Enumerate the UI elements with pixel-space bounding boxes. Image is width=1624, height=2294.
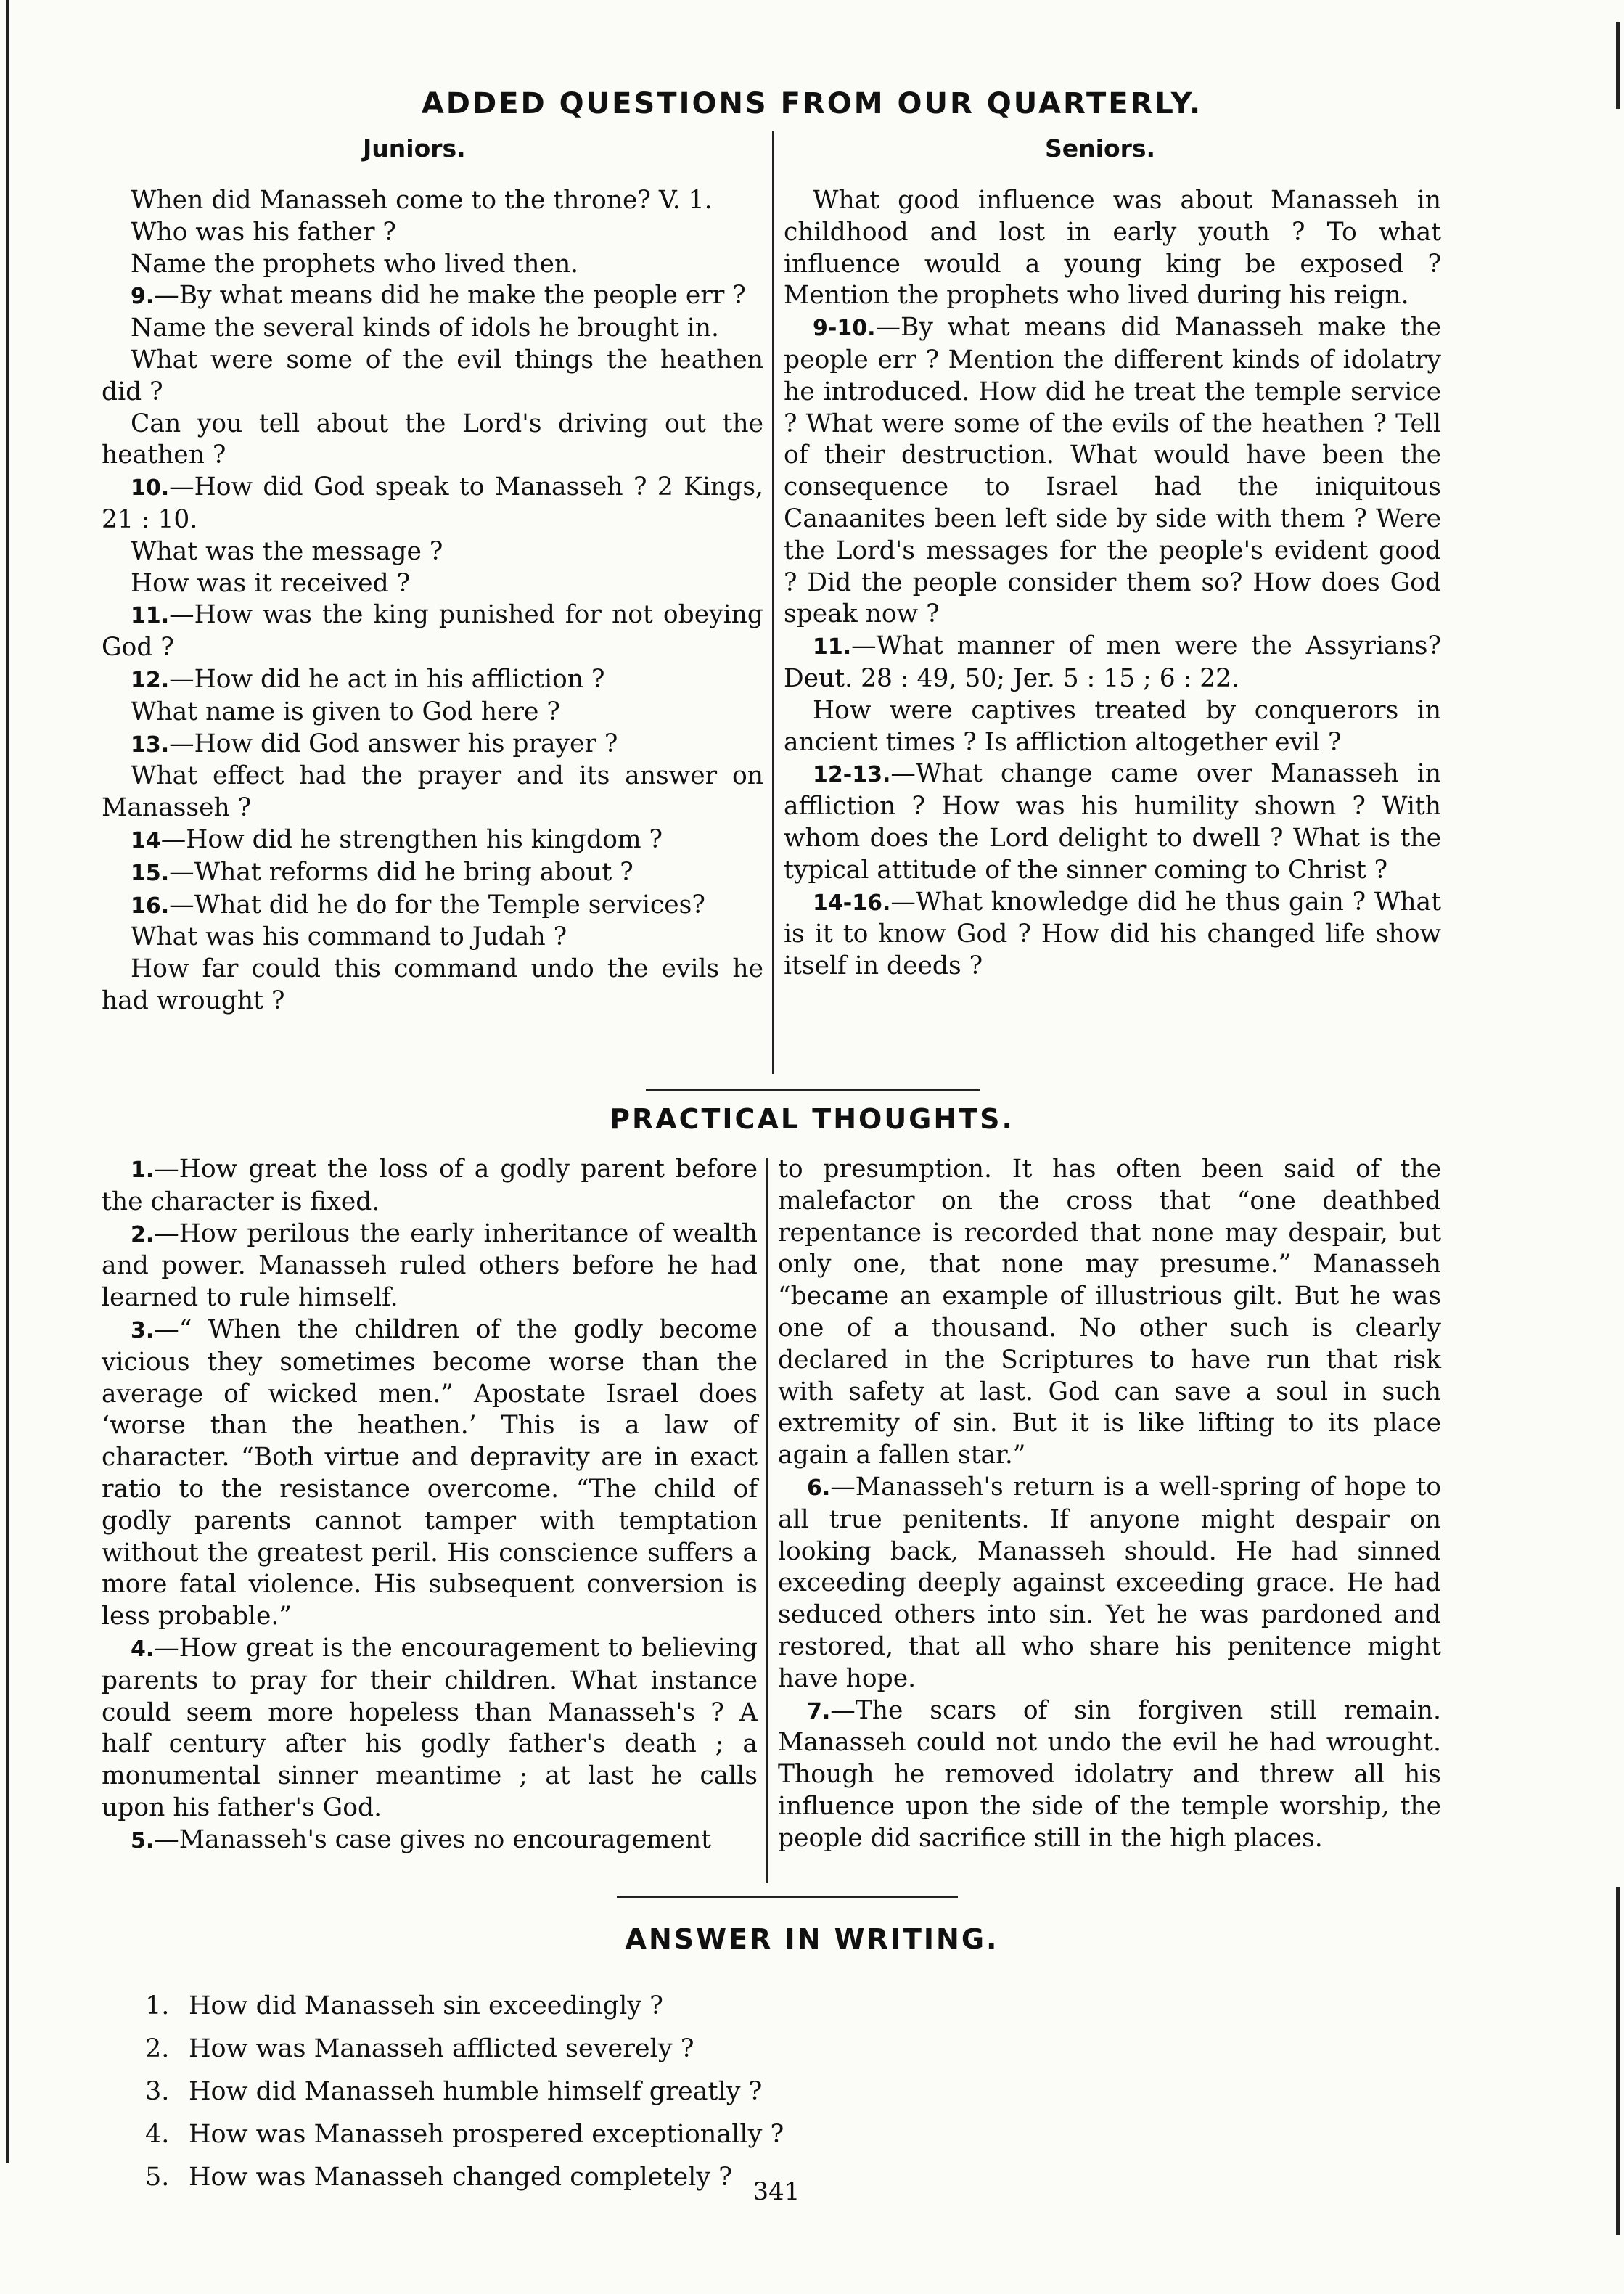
paragraph xyxy=(102,599,763,664)
answer-text: How was Manasseh prospered exceptionally ? xyxy=(189,2120,784,2149)
paragraph-text: —How great is the encouragement to believing parents to pray for their children. What instance could seem more hopeless than Manasseh's ? A half century after his godly father's death ; a monumental sinner meantime ; at last he calls upon his father's God. xyxy=(102,1633,758,1822)
paragraph-text: —How did he strengthen his kingdom ? xyxy=(160,824,663,854)
paragraph-text: —How did God speak to Manasseh ? 2 Kings, 21 : 10. xyxy=(102,472,763,534)
answer-text: How did Manasseh sin exceedingly ? xyxy=(189,1991,663,2020)
paragraph-text: What was his command to Judah ? xyxy=(131,922,567,952)
paragraph xyxy=(778,1695,1441,1855)
paragraph-text: —By what means did he make the people err ? xyxy=(154,281,746,311)
question-number: 11. xyxy=(813,634,852,660)
answer-number: 4. xyxy=(145,2120,170,2149)
answer-number: 5. xyxy=(145,2163,170,2192)
paragraph xyxy=(778,1154,1441,1472)
paragraph xyxy=(784,695,1441,759)
answer-list xyxy=(145,1985,784,2199)
paragraph-text: —What manner of men were the Assyrians? Deut. 28 : 49, 50; Jer. 5 : 15 ; 6 : 22. xyxy=(784,631,1441,693)
paragraph-text: How far could this command undo the evils he had wrought ? xyxy=(102,954,763,1015)
question-number: 16. xyxy=(131,893,170,919)
paragraph-text: What effect had the prayer and its answer on Manasseh ? xyxy=(102,761,763,823)
page-number: 341 xyxy=(752,2177,800,2206)
juniors-label: Juniors. xyxy=(363,134,466,163)
juniors-column xyxy=(102,185,763,1017)
paragraph-text: —By what means did Manasseh make the people err ? Mention the different kinds of idolatry he introduced. How did he treat the temple service ? What were some of the evils of the heathen ? Tell of their destruction. What would have been the consequence to Israel had the iniquitous Canaanites been left side by side with them ? Were the Lord's messages for the people's evident good ? Did the people consider them so? How does God speak now ? xyxy=(784,313,1441,629)
question-number: 12. xyxy=(131,667,170,693)
paragraph-text: —What knowledge did he thus gain ? What is it to know God ? How did his changed life show itself in deeds ? xyxy=(784,887,1441,981)
paragraph xyxy=(102,954,763,1017)
paragraph-text: Name the prophets who lived then. xyxy=(131,249,579,279)
paragraph-text: —How great the loss of a godly parent before the character is fixed. xyxy=(102,1155,758,1216)
paragraph xyxy=(102,890,763,922)
paragraph xyxy=(102,313,763,345)
practical-left-column xyxy=(102,1154,758,1857)
paragraph xyxy=(102,568,763,600)
paragraph xyxy=(102,280,763,313)
answer-item xyxy=(145,2156,784,2199)
answer-text: How was Manasseh afflicted severely ? xyxy=(189,2034,694,2063)
paragraph-text: —What did he do for the Temple services? xyxy=(169,890,705,919)
paragraph xyxy=(784,631,1441,695)
paragraph xyxy=(784,758,1441,886)
paragraph xyxy=(102,345,763,409)
answer-item xyxy=(145,1985,784,2028)
answer-text: How did Manasseh humble himself greatly ? xyxy=(189,2077,763,2106)
answer-number: 3. xyxy=(145,2077,170,2106)
section-title-practical-thoughts: PRACTICAL THOUGHTS. xyxy=(610,1103,1014,1135)
column-divider xyxy=(772,131,774,1074)
paragraph xyxy=(102,664,763,697)
paragraph-text: to presumption. It has often been said of the malefactor on the cross that “one deathbed repentance is recorded that none may despair, but only one, that none may presume.” Manasseh “became an example of illustrious gilt. But he was one of a thousand. No other such is clearly declared in the Scriptures to have run that risk with safety at last. God can save a soul in such extremity of sin. But it is like lifting to its place again a fallen star.” xyxy=(778,1155,1441,1470)
paragraph-text: —How was the king punished for not obeying God ? xyxy=(102,600,763,663)
question-number: 9. xyxy=(131,284,155,310)
paragraph-text: —Manasseh's case gives no encouragement xyxy=(154,1824,712,1854)
answer-number: 2. xyxy=(145,2034,170,2063)
question-number: 7. xyxy=(807,1698,831,1724)
paragraph xyxy=(778,1472,1441,1695)
paragraph xyxy=(102,729,763,761)
paragraph xyxy=(102,1314,758,1633)
paragraph-text: —How did he act in his affliction ? xyxy=(169,664,605,694)
paragraph xyxy=(102,249,763,281)
paragraph xyxy=(102,697,763,729)
paragraph xyxy=(102,922,763,954)
paragraph-text: What good influence was about Manasseh in childhood and lost in early youth ? To what influence would a young king be exposed ? Mention the prophets who lived during his reign. xyxy=(784,186,1441,311)
paragraph-text: How was it received ? xyxy=(131,568,411,598)
paragraph xyxy=(102,536,763,568)
question-number: 11. xyxy=(131,603,170,629)
paragraph-text: What was the message ? xyxy=(131,536,443,566)
question-number: 1. xyxy=(131,1158,155,1183)
answer-item xyxy=(145,2028,784,2070)
paragraph xyxy=(102,824,763,857)
paragraph xyxy=(102,472,763,536)
paragraph xyxy=(784,185,1441,312)
paragraph xyxy=(102,1824,758,1857)
paragraph-text: —What reforms did he bring about ? xyxy=(169,857,633,887)
question-number: 14-16. xyxy=(813,890,891,916)
paragraph xyxy=(102,761,763,824)
paragraph-text: —How perilous the early inheritance of wealth and power. Manasseh ruled others before he had learned to rule himself. xyxy=(102,1218,758,1313)
answer-number: 1. xyxy=(145,1991,170,2020)
question-number: 10. xyxy=(131,475,170,501)
answer-text: How was Manasseh changed completely ? xyxy=(189,2163,733,2192)
paragraph xyxy=(784,887,1441,983)
paragraph xyxy=(102,1154,758,1218)
paragraph-text: How were captives treated by conquerors in ancient times ? Is affliction altogether evil ? xyxy=(784,695,1441,757)
paragraph xyxy=(784,312,1441,631)
question-number: 9-10. xyxy=(813,316,876,342)
divider-rule-2 xyxy=(617,1896,958,1898)
paragraph xyxy=(102,217,763,249)
question-number: 14 xyxy=(131,827,161,853)
question-number: 2. xyxy=(131,1221,155,1248)
question-number: 3. xyxy=(131,1317,155,1343)
answer-item xyxy=(145,2070,784,2113)
paragraph-text: —The scars of sin forgiven still remain. Manasseh could not undo the evil he had wrought. Though he removed idolatry and threw all his influence upon the side of the temple worship, the people did sacrifice still in the high places. xyxy=(778,1695,1441,1853)
paragraph-text: —How did God answer his prayer ? xyxy=(169,729,618,758)
paragraph-text: —Manasseh's return is a well-spring of hope to all true penitents. If anyone might despair on looking back, Manasseh should. He had sinned exceeding deeply against exceeding grace. He had seduced others into sin. Yet he was pardoned and restored, that all who share his penitence might have hope. xyxy=(778,1472,1441,1693)
question-number: 12-13. xyxy=(813,762,891,788)
section-title-added-questions: ADDED QUESTIONS FROM OUR QUARTERLY. xyxy=(421,87,1203,120)
question-number: 5. xyxy=(131,1827,155,1853)
paragraph-text: What were some of the evil things the heathen did ? xyxy=(102,345,763,406)
paragraph-text: Can you tell about the Lord's driving out the heathen ? xyxy=(102,409,763,470)
divider-rule xyxy=(646,1089,980,1091)
column-divider-2 xyxy=(766,1158,768,1883)
seniors-label: Seniors. xyxy=(1045,134,1156,163)
paragraph-text: What name is given to God here ? xyxy=(131,697,560,726)
question-number: 15. xyxy=(131,860,170,886)
paragraph xyxy=(102,1633,758,1824)
paragraph-text: —“ When the children of the godly become vicious they sometimes become worse than the average of wicked men.” Apostate Israel does ‘worse than the heathen.’ This is a law of character. “Both virtue and depravity are in exact ratio to the resistance overcome. “The child of godly parents cannot tamper with temptation without the greatest peril. His conscience suffers a more fatal violence. His subsequent conversion is less probable.” xyxy=(102,1314,758,1631)
paragraph xyxy=(102,1218,758,1314)
practical-right-column xyxy=(778,1154,1441,1855)
question-number: 13. xyxy=(131,732,170,758)
page-edge-left xyxy=(6,0,9,2163)
paragraph-text: Name the several kinds of idols he brought in. xyxy=(131,314,719,343)
paragraph-text: Who was his father ? xyxy=(131,217,396,247)
paragraph xyxy=(102,185,763,217)
seniors-column xyxy=(784,185,1441,983)
paragraph xyxy=(102,409,763,472)
paragraph xyxy=(102,857,763,890)
paragraph-text: When did Manasseh come to the throne? V. 1. xyxy=(131,186,713,215)
answer-item xyxy=(145,2113,784,2156)
question-number: 6. xyxy=(807,1475,831,1501)
question-number: 4. xyxy=(131,1636,155,1662)
paragraph-text: —What change came over Manasseh in affliction ? How was his humility shown ? With whom does the Lord delight to dwell ? What is the typical attitude of the sinner coming to Christ ? xyxy=(784,759,1441,885)
section-title-answer-in-writing: ANSWER IN WRITING. xyxy=(625,1923,999,1955)
